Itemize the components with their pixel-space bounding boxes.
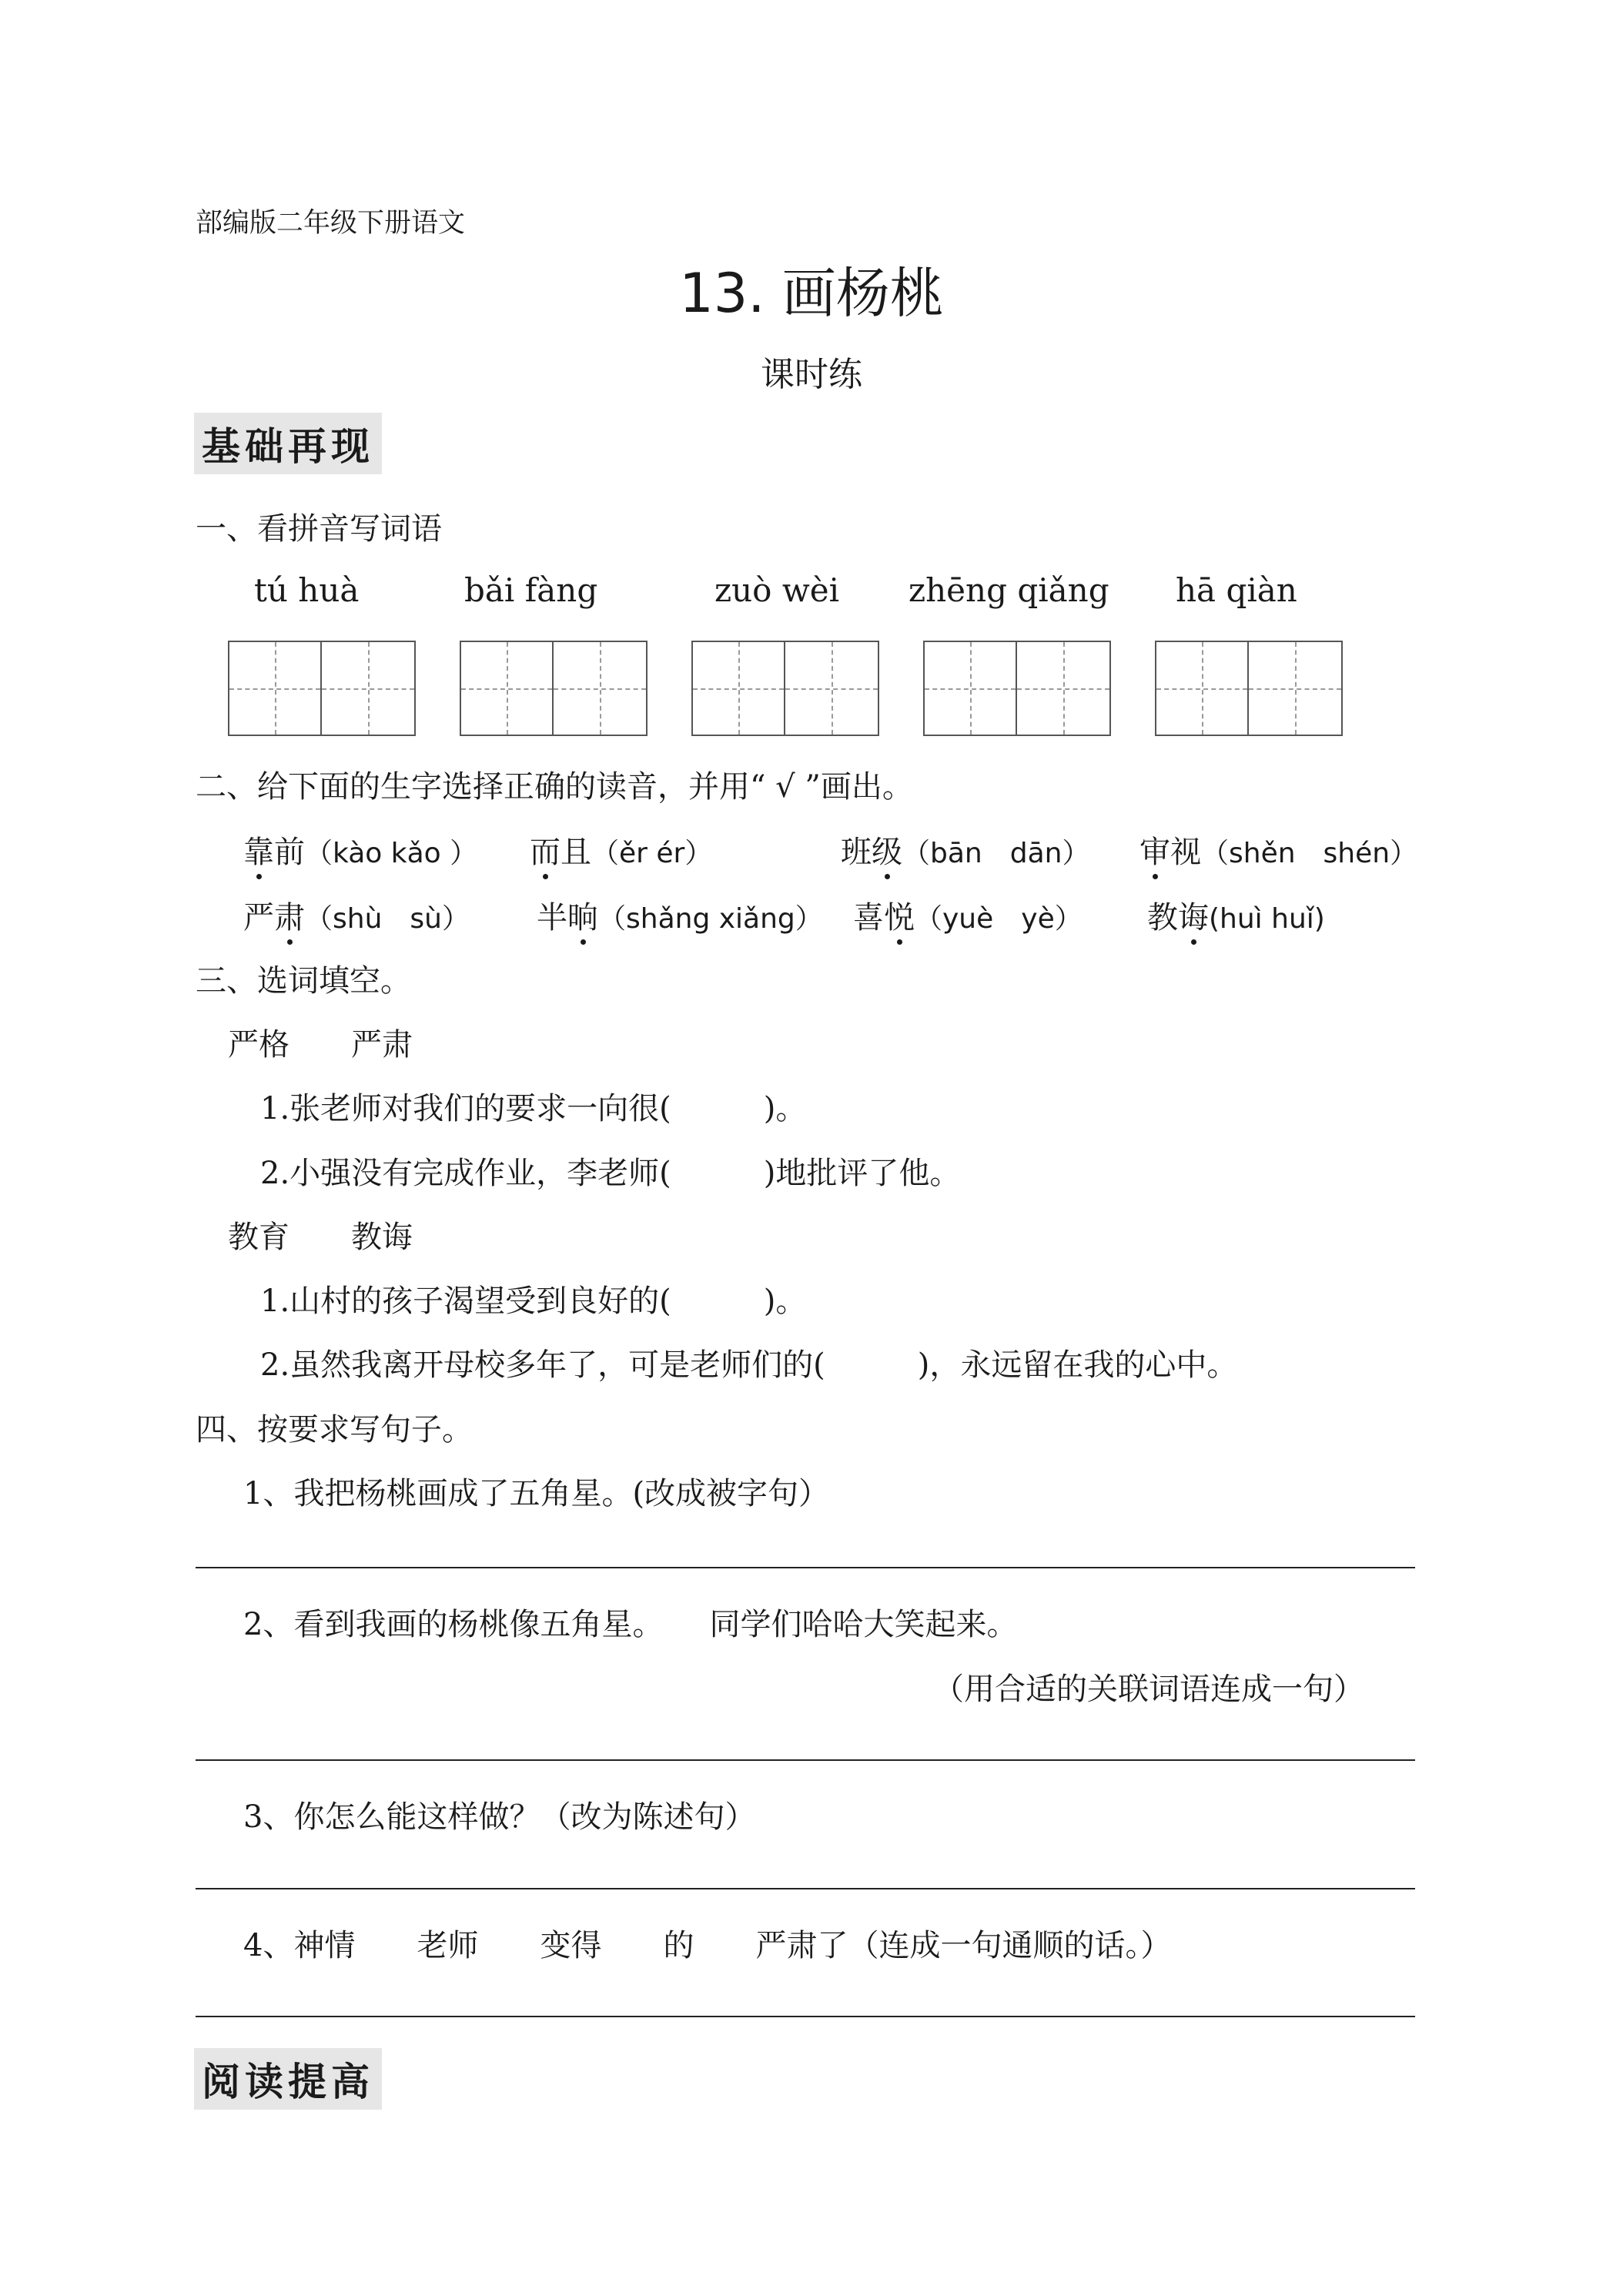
dotted-char: 审: [1139, 835, 1170, 870]
char: 教: [1147, 900, 1178, 935]
dotted-char: 诲: [1178, 900, 1209, 935]
pinyin-2: bǎi fàng: [464, 571, 598, 609]
writing-grid-3[interactable]: [691, 641, 879, 736]
dotted-char: 肃: [274, 900, 305, 935]
char: 半: [537, 900, 567, 935]
char: 喜: [853, 900, 884, 935]
answer-line-4[interactable]: [196, 2016, 1415, 2017]
grid-cell[interactable]: [1156, 642, 1249, 735]
answer-line-1[interactable]: [196, 1567, 1415, 1568]
pinyin-options[interactable]: (huì huǐ): [1209, 903, 1325, 935]
pinyin-options[interactable]: （shǎng xiǎng）: [598, 903, 823, 935]
choice-item[interactable]: [853, 893, 1083, 937]
pinyin-options[interactable]: （shù sù）: [305, 903, 470, 935]
q3-heading: 三、选词填空。: [196, 963, 411, 999]
char: 前: [274, 835, 305, 870]
answer-line-3[interactable]: [196, 1888, 1415, 1889]
header-note: 部编版二年级下册语文: [196, 208, 466, 239]
pinyin-1: tú huà: [254, 571, 360, 609]
pinyin-4: zhēng qiǎng: [909, 571, 1109, 609]
dotted-char: 级: [872, 835, 902, 870]
page-subtitle: 课时练: [761, 355, 862, 394]
pinyin-3: zuò wèi: [714, 571, 840, 609]
grid-cell[interactable]: [1249, 642, 1341, 735]
grid-cell[interactable]: [229, 642, 322, 735]
q3-word-choices-2: 教育 教诲: [228, 1220, 413, 1255]
choice-item[interactable]: [537, 893, 823, 937]
char: 视: [1170, 835, 1201, 870]
pinyin-options[interactable]: （shěn shén）: [1201, 838, 1418, 869]
dotted-char: 而: [530, 835, 561, 870]
grid-cell[interactable]: [322, 642, 414, 735]
q4-item-3: 3、你怎么能这样做？（改为陈述句）: [243, 1799, 756, 1835]
q3-word-choices-1: 严格 严肃: [228, 1027, 413, 1063]
page-title: 13. 画杨桃: [679, 262, 944, 325]
q3-sentence-3[interactable]: 1.山村的孩子渴望受到良好的( )。: [260, 1284, 807, 1319]
grid-cell[interactable]: [693, 642, 785, 735]
pinyin-options[interactable]: （bān dān）: [902, 838, 1090, 869]
q2-heading: 二、给下面的生字选择正确的读音，并用“ √ ”画出。: [196, 769, 913, 805]
pinyin-options[interactable]: （ěr ér）: [591, 838, 713, 869]
q4-item-4: 4、神情 老师 变得 的 严肃了（连成一句通顺的话。）: [243, 1928, 1172, 1963]
pinyin-options[interactable]: （kào kǎo ）: [305, 838, 478, 869]
choice-item[interactable]: [841, 828, 1089, 872]
choice-item[interactable]: [243, 828, 477, 872]
char: 严: [243, 900, 274, 935]
char: 班: [841, 835, 872, 870]
section-banner-reading: 阅读提高: [194, 2048, 382, 2110]
pinyin-options[interactable]: （yuè yè）: [915, 903, 1083, 935]
q3-sentence-1[interactable]: 1.张老师对我们的要求一向很( )。: [260, 1091, 807, 1126]
choice-item[interactable]: [1147, 893, 1325, 937]
dotted-char: 晌: [567, 900, 598, 935]
grid-cell[interactable]: [1017, 642, 1109, 735]
q3-sentence-2[interactable]: 2.小强没有完成作业，李老师( )地批评了他。: [260, 1156, 961, 1191]
writing-grid-2[interactable]: [460, 641, 648, 736]
q4-item-2-note: （用合适的关联词语连成一句）: [933, 1672, 1364, 1707]
q1-heading: 一、看拼音写词语: [196, 511, 442, 547]
pinyin-5: hā qiàn: [1176, 571, 1297, 609]
char: 且: [561, 835, 591, 870]
dotted-char: 靠: [243, 835, 274, 870]
choice-item[interactable]: [243, 893, 470, 937]
writing-grid-1[interactable]: [228, 641, 416, 736]
q4-heading: 四、按要求写句子。: [196, 1412, 473, 1448]
dotted-char: 悦: [884, 900, 915, 935]
choice-item[interactable]: [530, 828, 712, 872]
writing-grid-4[interactable]: [923, 641, 1111, 736]
grid-cell[interactable]: [785, 642, 878, 735]
q3-sentence-4[interactable]: 2.虽然我离开母校多年了，可是老师们的( )，永远留在我的心中。: [260, 1347, 1238, 1383]
writing-grid-5[interactable]: [1155, 641, 1343, 736]
choice-item[interactable]: [1139, 828, 1417, 872]
q4-item-2: 2、看到我画的杨桃像五角星。 同学们哈哈大笑起来。: [243, 1607, 1018, 1642]
answer-line-2[interactable]: [196, 1759, 1415, 1761]
q4-item-1: 1、我把杨桃画成了五角星。(改成被字句）: [243, 1476, 830, 1511]
section-banner-basic: 基础再现: [194, 413, 382, 474]
grid-cell[interactable]: [554, 642, 646, 735]
grid-cell[interactable]: [461, 642, 554, 735]
grid-cell[interactable]: [925, 642, 1017, 735]
